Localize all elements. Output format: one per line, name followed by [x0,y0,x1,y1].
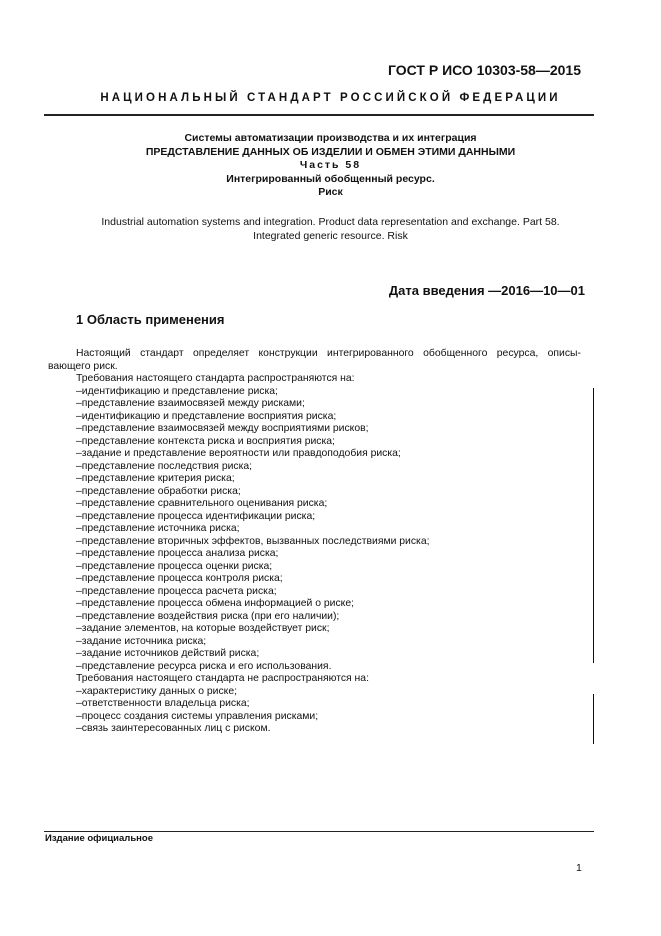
not-applies-intro: Требования настоящего стандарта не распространяются на: [76,673,369,684]
document-code: ГОСТ Р ИСО 10303-58—2015 [388,62,581,78]
applies-list-item: – представление последствия риска; [76,461,430,474]
title-line-4: Интегрированный обобщенный ресурс. [226,172,435,185]
introduction-date: Дата введения —2016—10—01 [388,283,585,298]
not-applies-list-item: – связь заинтересованных лиц с риском. [76,723,430,736]
applies-list-item: – представление сравнительного оценивания риска; [76,498,430,511]
not-applies-list-item: – характеристику данных о риске; [76,686,430,699]
applies-list-item: – идентификацию и представление восприятия риска; [76,411,430,424]
applies-list-item: – представление процесса идентификации риска; [76,511,430,524]
page-number: 1 [576,862,582,874]
applies-list-item: – задание источника риска; [76,636,430,649]
applies-list-item: – задание и представление вероятности или правдоподобия риска; [76,448,430,461]
applies-list-item: – задание источников действий риска; [76,648,430,661]
section-heading: 1 Область применения [76,312,225,327]
english-title-line-1: Industrial automation systems and integration. Product data representation and exchange. Part 58. [101,216,560,228]
not-applies-list-item: – ответственности владельца риска; [76,698,430,711]
applies-list-item: – представление вторичных эффектов, вызванных последствиями риска; [76,536,430,549]
applies-list-item: – представление ресурса риска и его использования. [76,661,430,674]
applies-list-item: – представление процесса контроля риска; [76,573,430,586]
not-applies-list-item: – процесс создания системы управления рисками; [76,711,430,724]
applies-list-item: – задание элементов, на которые воздействует риск; [76,623,430,636]
scope-paragraph-line-1: Настоящий стандарт определяет конструкции интегрированного обобщенного ресурса, описы- [76,348,581,359]
footer-divider [44,831,594,832]
title-line-1: Системы автоматизации производства и их интеграция [184,132,477,144]
applies-list-item: – представление процесса анализа риска; [76,548,430,561]
header-divider [44,114,594,116]
title-line-5: Риск [318,186,343,198]
scope-paragraph [48,348,581,373]
applies-items [76,386,430,674]
applies-list-item: – представление обработки риска; [76,486,430,499]
national-standard-heading: НАЦИОНАЛЬНЫЙ СТАНДАРТ РОССИЙСКОЙ ФЕДЕРАЦИИ [100,92,561,104]
applies-list-item: – представление процесса обмена информацией о риске; [76,598,430,611]
applies-list-item: – представление источника риска; [76,523,430,536]
english-title-line-2: Integrated generic resource. Risk [253,230,408,242]
applies-list-item: – представление процесса расчета риска; [76,586,430,599]
official-edition-label: Издание официальное [45,833,153,844]
applies-list-item: – представление взаимосвязей между восприятиями рисков; [76,423,430,436]
applies-list-item: – представление воздействия риска (при его наличии); [76,611,430,624]
english-title-block [0,215,661,243]
applies-list-item: – представление контекста риска и восприятия риска; [76,436,430,449]
not-applies-items [76,686,430,736]
applies-intro: Требования настоящего стандарта распространяются на: [76,373,355,384]
title-line-2: ПРЕДСТАВЛЕНИЕ ДАННЫХ ОБ ИЗДЕЛИИ И ОБМЕН ЭТИМИ ДАННЫМИ [145,145,516,158]
title-part-line: Часть 58 [299,159,362,171]
scope-paragraph-line-2: вающего риск. [48,360,118,372]
revision-bar [593,388,594,663]
applies-list-item: – идентификацию и представление риска; [76,386,430,399]
russian-title-block [0,132,661,200]
revision-bar [593,694,594,744]
applies-list [76,373,430,736]
applies-list-item: – представление взаимосвязей между рисками; [76,398,430,411]
applies-list-item: – представление процесса оценки риска; [76,561,430,574]
applies-list-item: – представление критерия риска; [76,473,430,486]
